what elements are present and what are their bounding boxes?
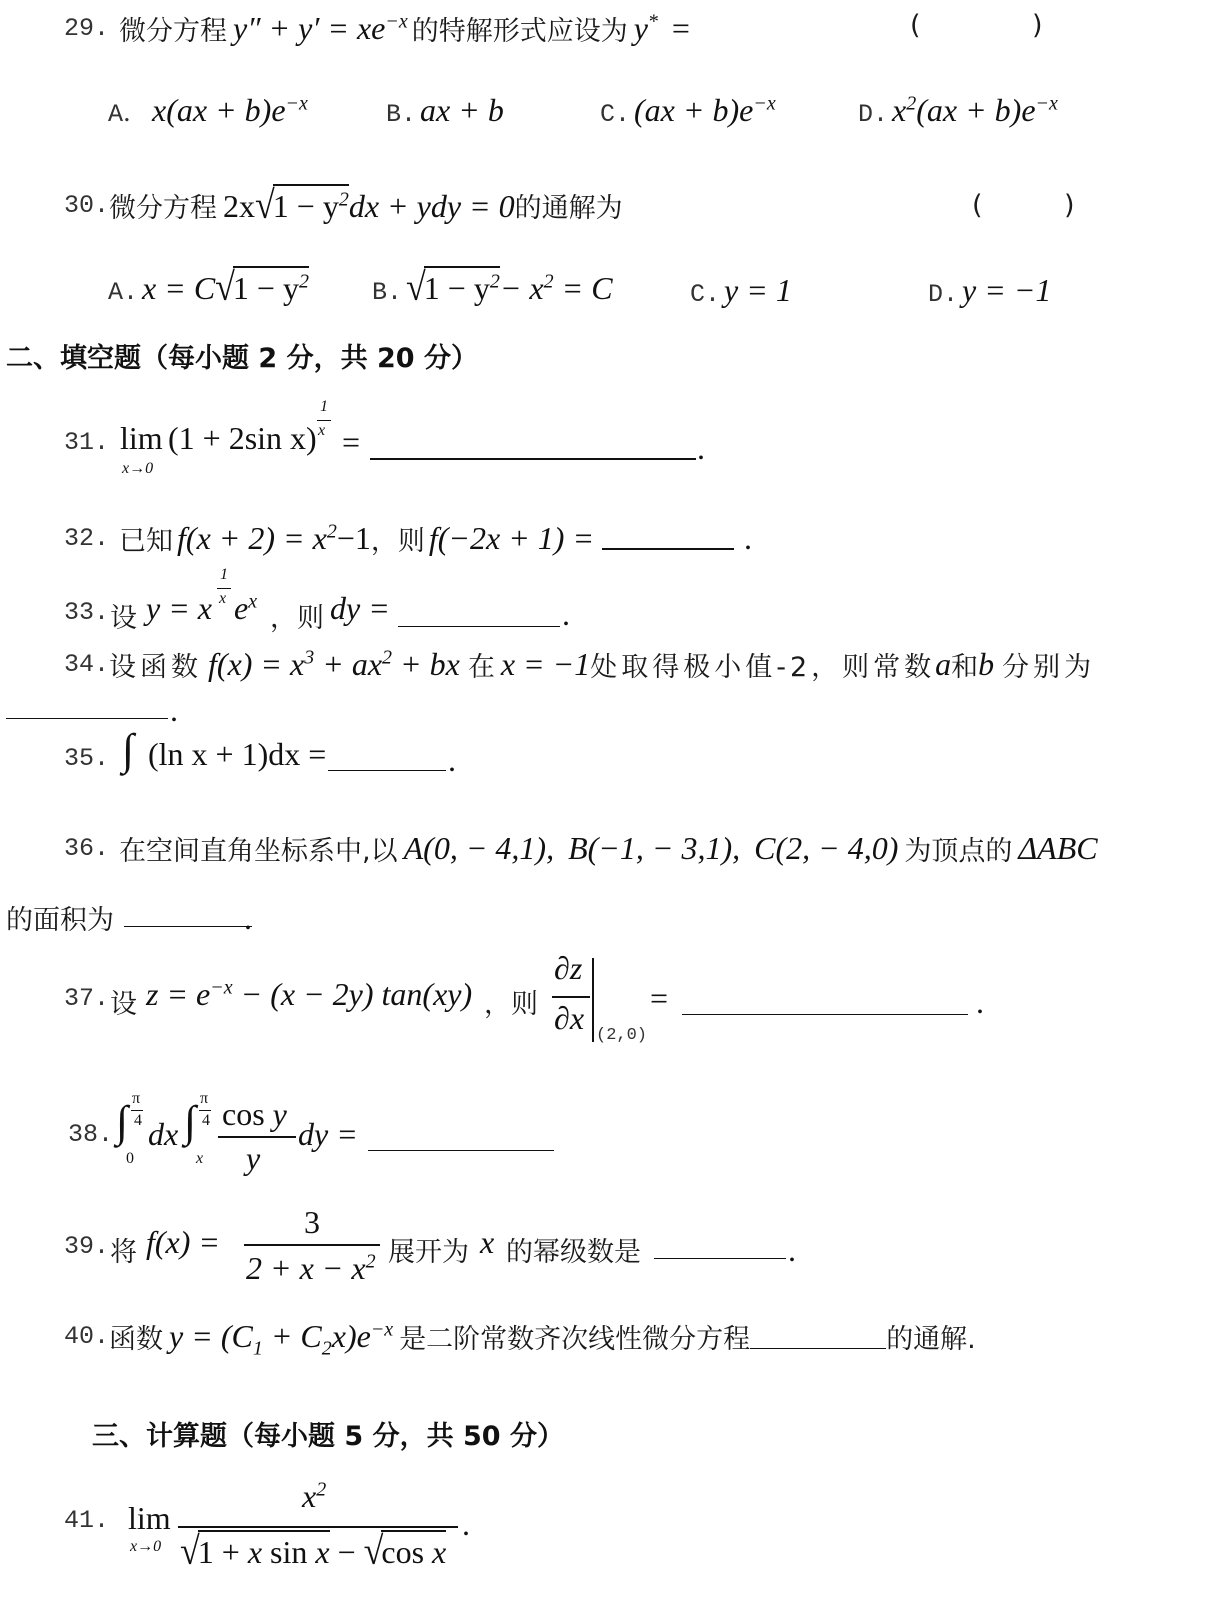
fraction-bar: [218, 1136, 296, 1138]
answer-blank[interactable]: [750, 1346, 886, 1349]
partial-denominator: ∂x: [554, 1000, 585, 1036]
answer-blank[interactable]: [654, 1256, 786, 1259]
option-label: A．: [108, 100, 149, 129]
int2-lower: x: [196, 1150, 204, 1167]
option-expr: √ $1 - y^2$ − $x^2 = C$: [406, 265, 613, 309]
fraction-bar: [178, 1526, 458, 1528]
question-text: 在空间直角坐标系中,以: [119, 835, 398, 867]
question-text: 设: [110, 603, 137, 634]
option-expr: ax + b: [420, 92, 504, 128]
option-expr: $x^2(ax + b)e^{-x}$: [892, 92, 1058, 128]
answer-blank[interactable]: [682, 1012, 968, 1015]
option-a: [108, 92, 308, 129]
triangle: ΔABC: [1018, 829, 1098, 866]
question-text-3: 的通解.: [886, 1323, 976, 1355]
equation: 2x √ $1 - y^2$ dx + ydy = 0: [223, 183, 515, 227]
question-text-2: 的通解为: [514, 192, 623, 224]
equals-sign: =: [671, 9, 690, 46]
period: .: [244, 900, 252, 936]
option-c: [690, 272, 792, 309]
option-expr: $x(ax + b)e^{-x}$: [152, 92, 308, 128]
question-text: 函数: [109, 1323, 164, 1355]
period: .: [976, 984, 984, 1020]
option-expr: y = −1: [962, 272, 1052, 308]
answer-blank[interactable]: [398, 624, 560, 627]
answer-paren-open: (: [972, 190, 983, 221]
equals-sign: =: [342, 424, 361, 460]
exponent-fraction-bar: [217, 588, 231, 589]
fraction-denominator: y: [246, 1140, 261, 1176]
constant-b: b: [978, 645, 995, 682]
option-label: C.: [690, 280, 721, 309]
question-number: 41.: [64, 1506, 110, 1535]
question-text-4: 分别为: [1002, 651, 1096, 683]
expression: y = x: [146, 590, 212, 626]
and-text: 和: [951, 651, 979, 683]
answer-paren-close: ): [1032, 10, 1043, 41]
int2-upper-4: 4: [202, 1112, 210, 1129]
question-text: 设函数: [109, 651, 203, 683]
dx: dx: [148, 1116, 179, 1152]
answer-blank[interactable]: [368, 1148, 554, 1151]
question-number: 40.: [64, 1321, 110, 1351]
answer-blank[interactable]: [602, 546, 734, 550]
question-text-2: 在: [467, 651, 495, 683]
int2-upper-bar: [199, 1110, 211, 1111]
option-label: A.: [108, 278, 139, 307]
question-29: [64, 6, 690, 50]
limit-subscript: x→0: [122, 460, 154, 477]
int1-upper-4: 4: [134, 1112, 142, 1129]
point-b: B(−1, − 3,1),: [568, 829, 741, 866]
question-30: [64, 180, 623, 230]
expression: $y = (C_1 + C_2x)e^{-x}$: [169, 1317, 394, 1359]
int1-upper-bar: [131, 1110, 143, 1111]
fraction-bar: [244, 1244, 380, 1246]
option-label: D.: [928, 280, 959, 309]
partial-numerator: ∂z: [554, 950, 583, 986]
expression-3: dy =: [330, 590, 390, 626]
fraction-denominator: $2 + x - x^2$: [246, 1250, 376, 1286]
option-a: [108, 266, 309, 308]
answer-blank[interactable]: [370, 456, 696, 460]
question-text-2: 为顶点的: [904, 835, 1013, 867]
question-number: 37.: [64, 984, 110, 1013]
question-40: [64, 1312, 976, 1360]
expression-2: $e^x$: [234, 590, 258, 626]
option-b: [386, 92, 504, 129]
equation: $y'' + y' = xe^{-x}$: [233, 9, 408, 46]
exponent-numerator: 1: [320, 398, 328, 415]
limit-operator: lim: [120, 420, 163, 456]
question-number: 30.: [64, 190, 110, 220]
period: .: [562, 596, 570, 632]
limit-expression: (1 + 2sin x): [168, 420, 317, 456]
integral-sign-1: ∫: [116, 1097, 129, 1146]
question-text-2: 展开为: [388, 1237, 469, 1268]
option-expr: y = 1: [724, 272, 792, 308]
expression: $z = e^{-x} - (x - 2y)$ tan(xy): [146, 976, 473, 1012]
expression-2: x = −1: [500, 645, 591, 682]
option-expr: $(ax + b)e^{-x}$: [634, 92, 776, 128]
exponent-denominator: x: [318, 422, 326, 439]
question-34: [64, 640, 1095, 688]
expression-1: $f(x + 2) = x^2-1$: [177, 519, 371, 556]
question-number: 31.: [64, 428, 110, 457]
fraction-bar: [552, 996, 590, 998]
option-label: B.: [386, 100, 417, 129]
question-text: 将: [110, 1237, 137, 1268]
question-text-2: ，则: [270, 603, 324, 634]
answer-blank[interactable]: [124, 924, 252, 927]
answer-blank[interactable]: [328, 768, 446, 771]
option-d: [858, 92, 1058, 129]
limit-operator: lim: [128, 1500, 171, 1536]
evaluation-point: (2,0): [596, 1026, 648, 1045]
question-text-3: 的面积为: [6, 905, 114, 936]
question-36: [64, 824, 1098, 872]
option-b: [372, 266, 613, 308]
limit-subscript: x→0: [130, 1538, 162, 1555]
period: .: [448, 742, 456, 778]
period: .: [788, 1232, 796, 1268]
question-text-2: ，则: [370, 525, 425, 557]
period: .: [170, 692, 178, 728]
answer-paren-close: ): [1064, 190, 1075, 221]
section-title: 二、填空题（每小题 2 分，共 20 分）: [6, 343, 478, 374]
expression: (ln x + 1)dx =: [148, 736, 327, 772]
question-number: 34.: [64, 649, 110, 679]
exponent-numerator: 1: [220, 566, 228, 583]
question-text-2: ，则: [484, 989, 538, 1020]
int1-lower: 0: [126, 1150, 134, 1167]
option-label: C.: [600, 100, 631, 129]
point-a: A(0, − 4,1),: [403, 829, 555, 866]
dy-equals: dy =: [298, 1116, 358, 1152]
option-expr: x = C √ $1 - y^2$: [142, 265, 309, 309]
question-number: 36.: [64, 833, 110, 863]
int1-upper-pi: π: [132, 1090, 141, 1107]
period: .: [697, 430, 705, 466]
question-text-2: 的特解形式应设为: [411, 15, 628, 47]
question-number: 38.: [68, 1120, 114, 1149]
expression: $f(x) = x^3 + ax^2$ + bx: [208, 645, 460, 682]
answer-blank[interactable]: [6, 716, 168, 719]
period: .: [462, 1506, 470, 1542]
fraction-denominator: √ 1 + x sin x − √ cos x: [180, 1529, 447, 1573]
option-c: [600, 92, 776, 129]
question-text: 设: [110, 989, 137, 1020]
question-text: 已知: [119, 525, 174, 557]
constant-a: a: [935, 645, 952, 682]
question-number: 32.: [64, 523, 110, 553]
point-c: C(2, − 4,0): [754, 829, 899, 866]
question-text: 微分方程: [109, 192, 218, 224]
section-title: 三、计算题（每小题 5 分，共 50 分）: [92, 1421, 564, 1452]
fraction-numerator: $x^2$: [302, 1478, 327, 1514]
fraction-numerator: cos y: [222, 1096, 287, 1132]
option-label: B.: [372, 278, 403, 307]
equals-sign: =: [650, 980, 669, 1016]
period: .: [744, 519, 753, 556]
exponent-denominator: x: [219, 590, 227, 607]
integral-sign: ∫: [122, 725, 135, 774]
expression: f(x) =: [146, 1224, 220, 1260]
y-star: y*: [633, 9, 658, 46]
question-number: 29.: [64, 13, 110, 43]
question-text: 微分方程: [119, 15, 228, 47]
question-text-2: 是二阶常数齐次线性微分方程: [399, 1323, 751, 1355]
exponent-fraction-bar: [317, 420, 331, 421]
int2-upper-pi: π: [200, 1090, 209, 1107]
option-d: [928, 272, 1051, 309]
expression-2: f(−2x + 1) =: [428, 519, 595, 556]
evaluation-bar: [592, 958, 594, 1042]
question-number: 39.: [64, 1232, 110, 1261]
fraction-numerator: 3: [304, 1204, 320, 1240]
integral-sign-2: ∫: [184, 1097, 197, 1146]
question-number: 33.: [64, 598, 110, 627]
option-label: D.: [858, 100, 889, 129]
variable-x: x: [480, 1224, 495, 1260]
question-32: [64, 514, 752, 562]
question-text-3: 处取得极小值-2，则常数: [590, 651, 936, 683]
answer-paren-open: (: [910, 10, 921, 41]
question-text-3: 的幂级数是: [506, 1237, 641, 1268]
question-number: 35.: [64, 744, 110, 773]
